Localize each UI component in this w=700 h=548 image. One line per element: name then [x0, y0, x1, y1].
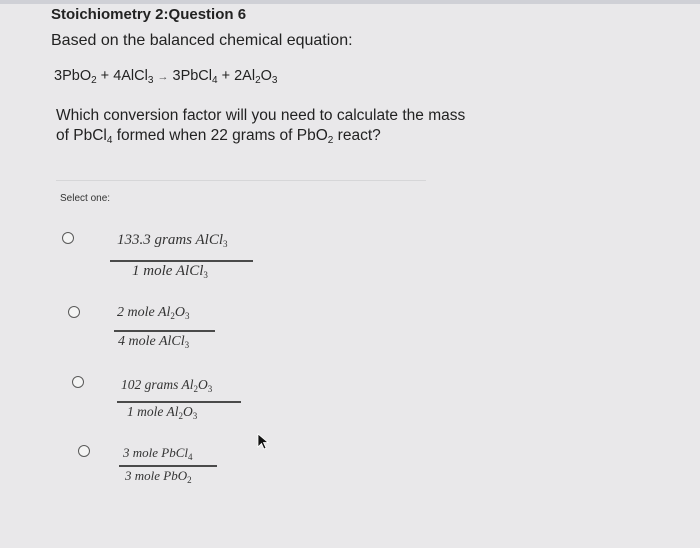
option-2-radio[interactable]: [68, 306, 80, 318]
option-1-radio[interactable]: [62, 232, 74, 244]
mouse-pointer-icon: [257, 433, 271, 451]
divider: [56, 180, 426, 181]
reactant-1: 3PbO$_2$: [54, 68, 97, 86]
option-4-numerator: 3 mole PbCl$_4$: [123, 445, 193, 462]
reaction-arrow: →: [157, 71, 169, 83]
option-3-radio[interactable]: [72, 376, 84, 388]
product-1: 3PbCl$_4$: [172, 68, 218, 86]
option-3-fraction[interactable]: [117, 377, 247, 427]
option-2-denominator: 4 mole AlCl$_3$: [118, 334, 190, 350]
option-2-fraction[interactable]: [114, 305, 224, 355]
reactant-2: 4AlCl$_3$: [113, 68, 154, 86]
product-2: $2Al_2O_3$: [234, 68, 278, 86]
question-header: Stoichiometry 2:Question 6: [51, 6, 247, 23]
option-3-numerator: 102 grams $Al_2O_3$: [121, 377, 213, 394]
option-1-fraction[interactable]: [110, 232, 260, 282]
option-2-fraction-bar: [114, 330, 215, 332]
option-4-radio[interactable]: [78, 445, 90, 457]
option-2-numerator: 2 mole $Al_2O_3$: [117, 305, 190, 321]
option-1-numerator: 133.3 grams AlCl$_3$: [117, 232, 228, 249]
option-4-fraction-bar: [119, 465, 217, 467]
select-one-label: Select one:: [60, 193, 111, 204]
option-4-denominator: 3 mole PbO$_2$: [125, 468, 192, 485]
option-1-denominator: 1 mole AlCl$_3$: [132, 263, 208, 280]
top-strip: [0, 0, 700, 4]
option-3-denominator: 1 mole $Al_2O_3$: [127, 404, 198, 421]
chemical-equation: 3PbO$_2$ + 4AlCl$_3$ → 3PbCl$_4$ + $2Al_2O_3$: [54, 68, 278, 86]
question-prompt: Based on the balanced chemical equation:: [51, 32, 353, 49]
option-4-fraction[interactable]: [119, 445, 229, 491]
option-3-fraction-bar: [117, 401, 241, 403]
question-text: Which conversion factor will you need to calculate the mass of PbCl$_4$ formed when 22 grams of PbO$_2$ react?: [56, 107, 466, 146]
option-1-fraction-bar: [110, 260, 253, 262]
